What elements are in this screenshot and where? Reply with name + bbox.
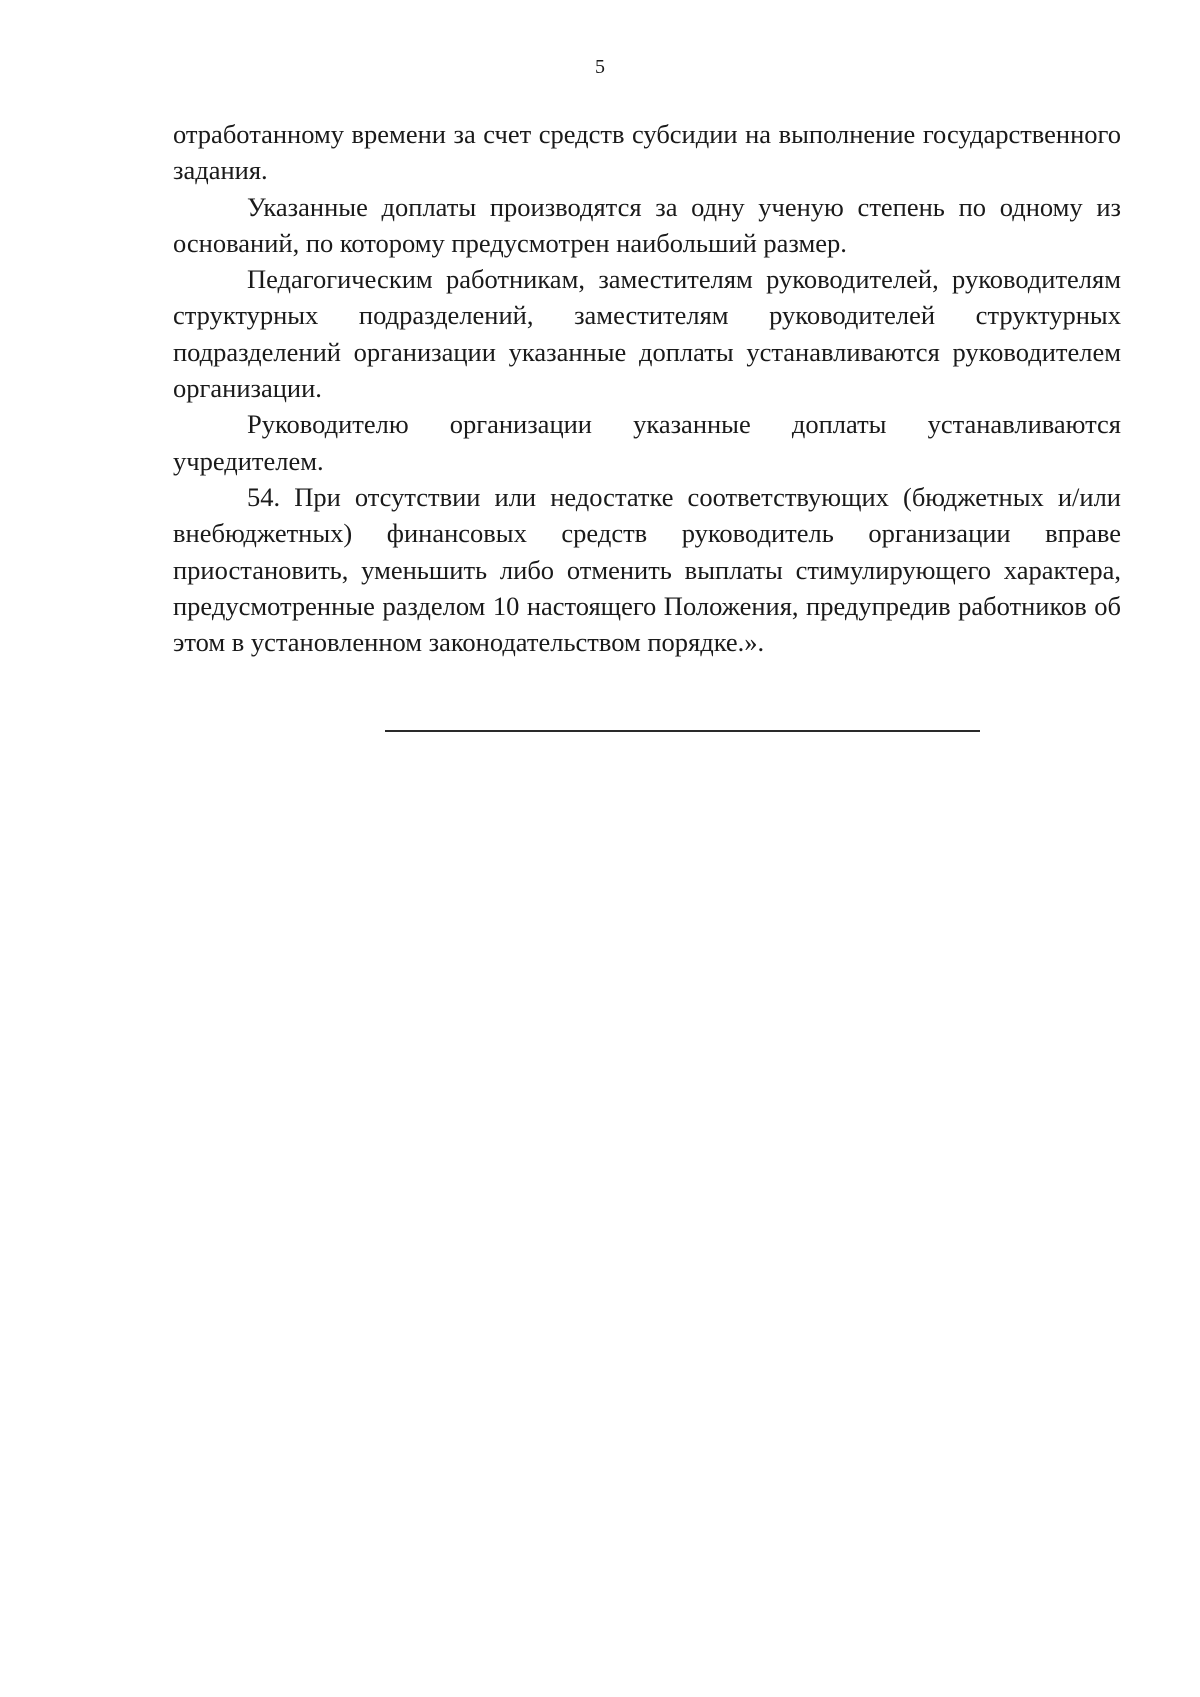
paragraph-director-allowance: Руководителю организации указанные доплаты устанавливаются учредителем. (173, 409, 1121, 476)
paragraph-staff-allowance: Педагогическим работникам, заместителям руководителей, руководителям структурных подразделений, заместителям руководителей структурных подразделений организации указанные доплаты устанавливаются руководителем организации. (173, 264, 1121, 404)
paragraph-degree-allowance: Указанные доплаты производятся за одну ученую степень по одному из оснований, по которому предусмотрен наибольший размер. (173, 191, 1121, 258)
end-of-document-rule (385, 730, 980, 732)
paragraph-clause-54: 54. При отсутствии или недостатке соответствующих (бюджетных и/или внебюджетных) финансовых средств руководитель организации вправе приостановить, уменьшить либо отменить выплаты стимулирующего характера, предусмотренные разделом 10 настоящего Положения, предупредив работников об этом в установленном законодательством порядке.». (173, 481, 1121, 658)
document-body (173, 116, 1121, 660)
paragraph-continuation: отработанному времени за счет средств субсидии на выполнение государственного задания. (173, 119, 1121, 186)
page-number: 5 (595, 56, 605, 78)
